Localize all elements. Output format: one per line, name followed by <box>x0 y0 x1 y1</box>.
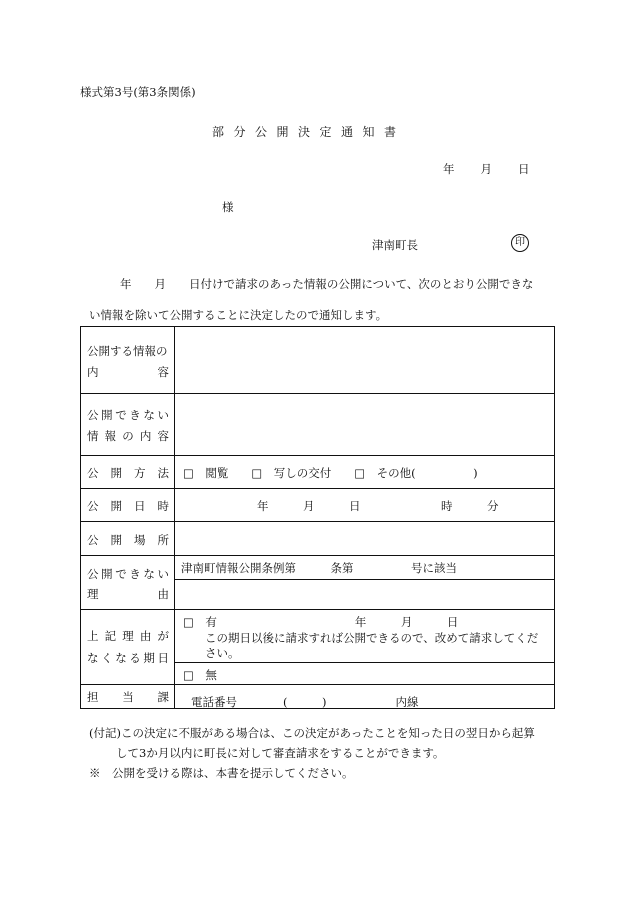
reason-divider <box>175 579 554 580</box>
place-field[interactable] <box>175 522 554 555</box>
row-info-not-disclosed <box>81 394 554 456</box>
label-cell <box>81 522 175 555</box>
label-line-2: 情報の内容 <box>87 429 169 443</box>
label-line-2: 内 容 <box>87 365 169 379</box>
seal-mark: 印 <box>511 234 529 252</box>
label-text: 担当課 <box>87 690 169 704</box>
label-cell <box>81 394 175 455</box>
dept-phone-text: 電話番号 ( ) 内線 <box>191 695 419 709</box>
intro-line-2: い情報を除いて公開することに決定したので通知します。 <box>89 308 388 322</box>
appeal-note-line-2: して3か月以内に町長に対して審査請求をすることができます。 <box>116 746 445 760</box>
label-text: 公開方法 <box>87 466 169 480</box>
label-line-2: なくなる期日 <box>87 651 169 665</box>
label-line-1: 公開できない <box>87 408 169 422</box>
reason-article-text: 津南町情報公開条例第 条第 号に該当 <box>181 561 457 575</box>
row-info-to-disclose <box>81 327 554 394</box>
datetime-field[interactable] <box>175 489 554 521</box>
issuer-name: 津南町長 <box>372 238 418 252</box>
decision-table <box>80 326 555 709</box>
label-line-1: 上記理由が <box>87 629 169 643</box>
row-method <box>81 456 554 489</box>
date-day: 日 <box>518 162 530 176</box>
label-cell <box>81 456 175 488</box>
date-year: 年 <box>443 162 455 176</box>
row-reason <box>81 556 554 610</box>
present-document-note: ※ 公開を受ける際は、本書を提示してください。 <box>89 766 354 780</box>
expiry-yes-detail-1: この期日以後に請求すれば公開できるので、改めて請求してくだ <box>205 631 539 645</box>
expiry-divider <box>175 662 554 663</box>
label-text: 公開場所 <box>87 533 169 547</box>
row-dept <box>81 685 554 709</box>
date-month: 月 <box>480 162 492 176</box>
datetime-template: 年 月 日 時 分 <box>257 499 499 513</box>
row-place <box>81 522 554 556</box>
recipient-suffix: 様 <box>222 200 234 214</box>
label-cell <box>81 489 175 521</box>
document-title: 部分公開決定通知書 <box>212 125 406 139</box>
label-line-1: 公開できない <box>87 567 169 581</box>
label-line-1: 公開する情報の <box>87 344 168 358</box>
dept-field[interactable] <box>175 685 554 709</box>
expiry-field <box>175 610 554 684</box>
label-cell <box>81 327 175 393</box>
method-options[interactable] <box>175 456 554 488</box>
form-number: 様式第3号(第3条関係) <box>80 85 196 99</box>
label-line-2: 理 由 <box>87 587 169 601</box>
label-cell <box>81 610 175 684</box>
expiry-yes-detail-2: さい。 <box>205 646 240 660</box>
issue-date <box>443 161 530 177</box>
info-not-disclosed-field[interactable] <box>175 394 554 455</box>
appeal-note-line-1: (付記)この決定に不服がある場合は、この決定があったことを知った日の翌日から起算 <box>89 726 535 740</box>
label-text: 公開日時 <box>87 499 169 513</box>
row-datetime <box>81 489 554 522</box>
method-options-text: □ 閲覧 □ 写しの交付 □ その他( ) <box>183 466 478 480</box>
label-cell <box>81 556 175 609</box>
reason-field[interactable] <box>175 556 554 609</box>
info-to-disclose-field[interactable] <box>175 327 554 393</box>
label-cell <box>81 685 175 709</box>
expiry-yes-option[interactable]: □ 有 年 月 日 <box>183 615 459 629</box>
row-expiry <box>81 610 554 685</box>
intro-line-1: 年 月 日付けで請求のあった情報の公開について、次のとおり公開できな <box>120 277 534 291</box>
expiry-no-option[interactable]: □ 無 <box>183 668 217 682</box>
